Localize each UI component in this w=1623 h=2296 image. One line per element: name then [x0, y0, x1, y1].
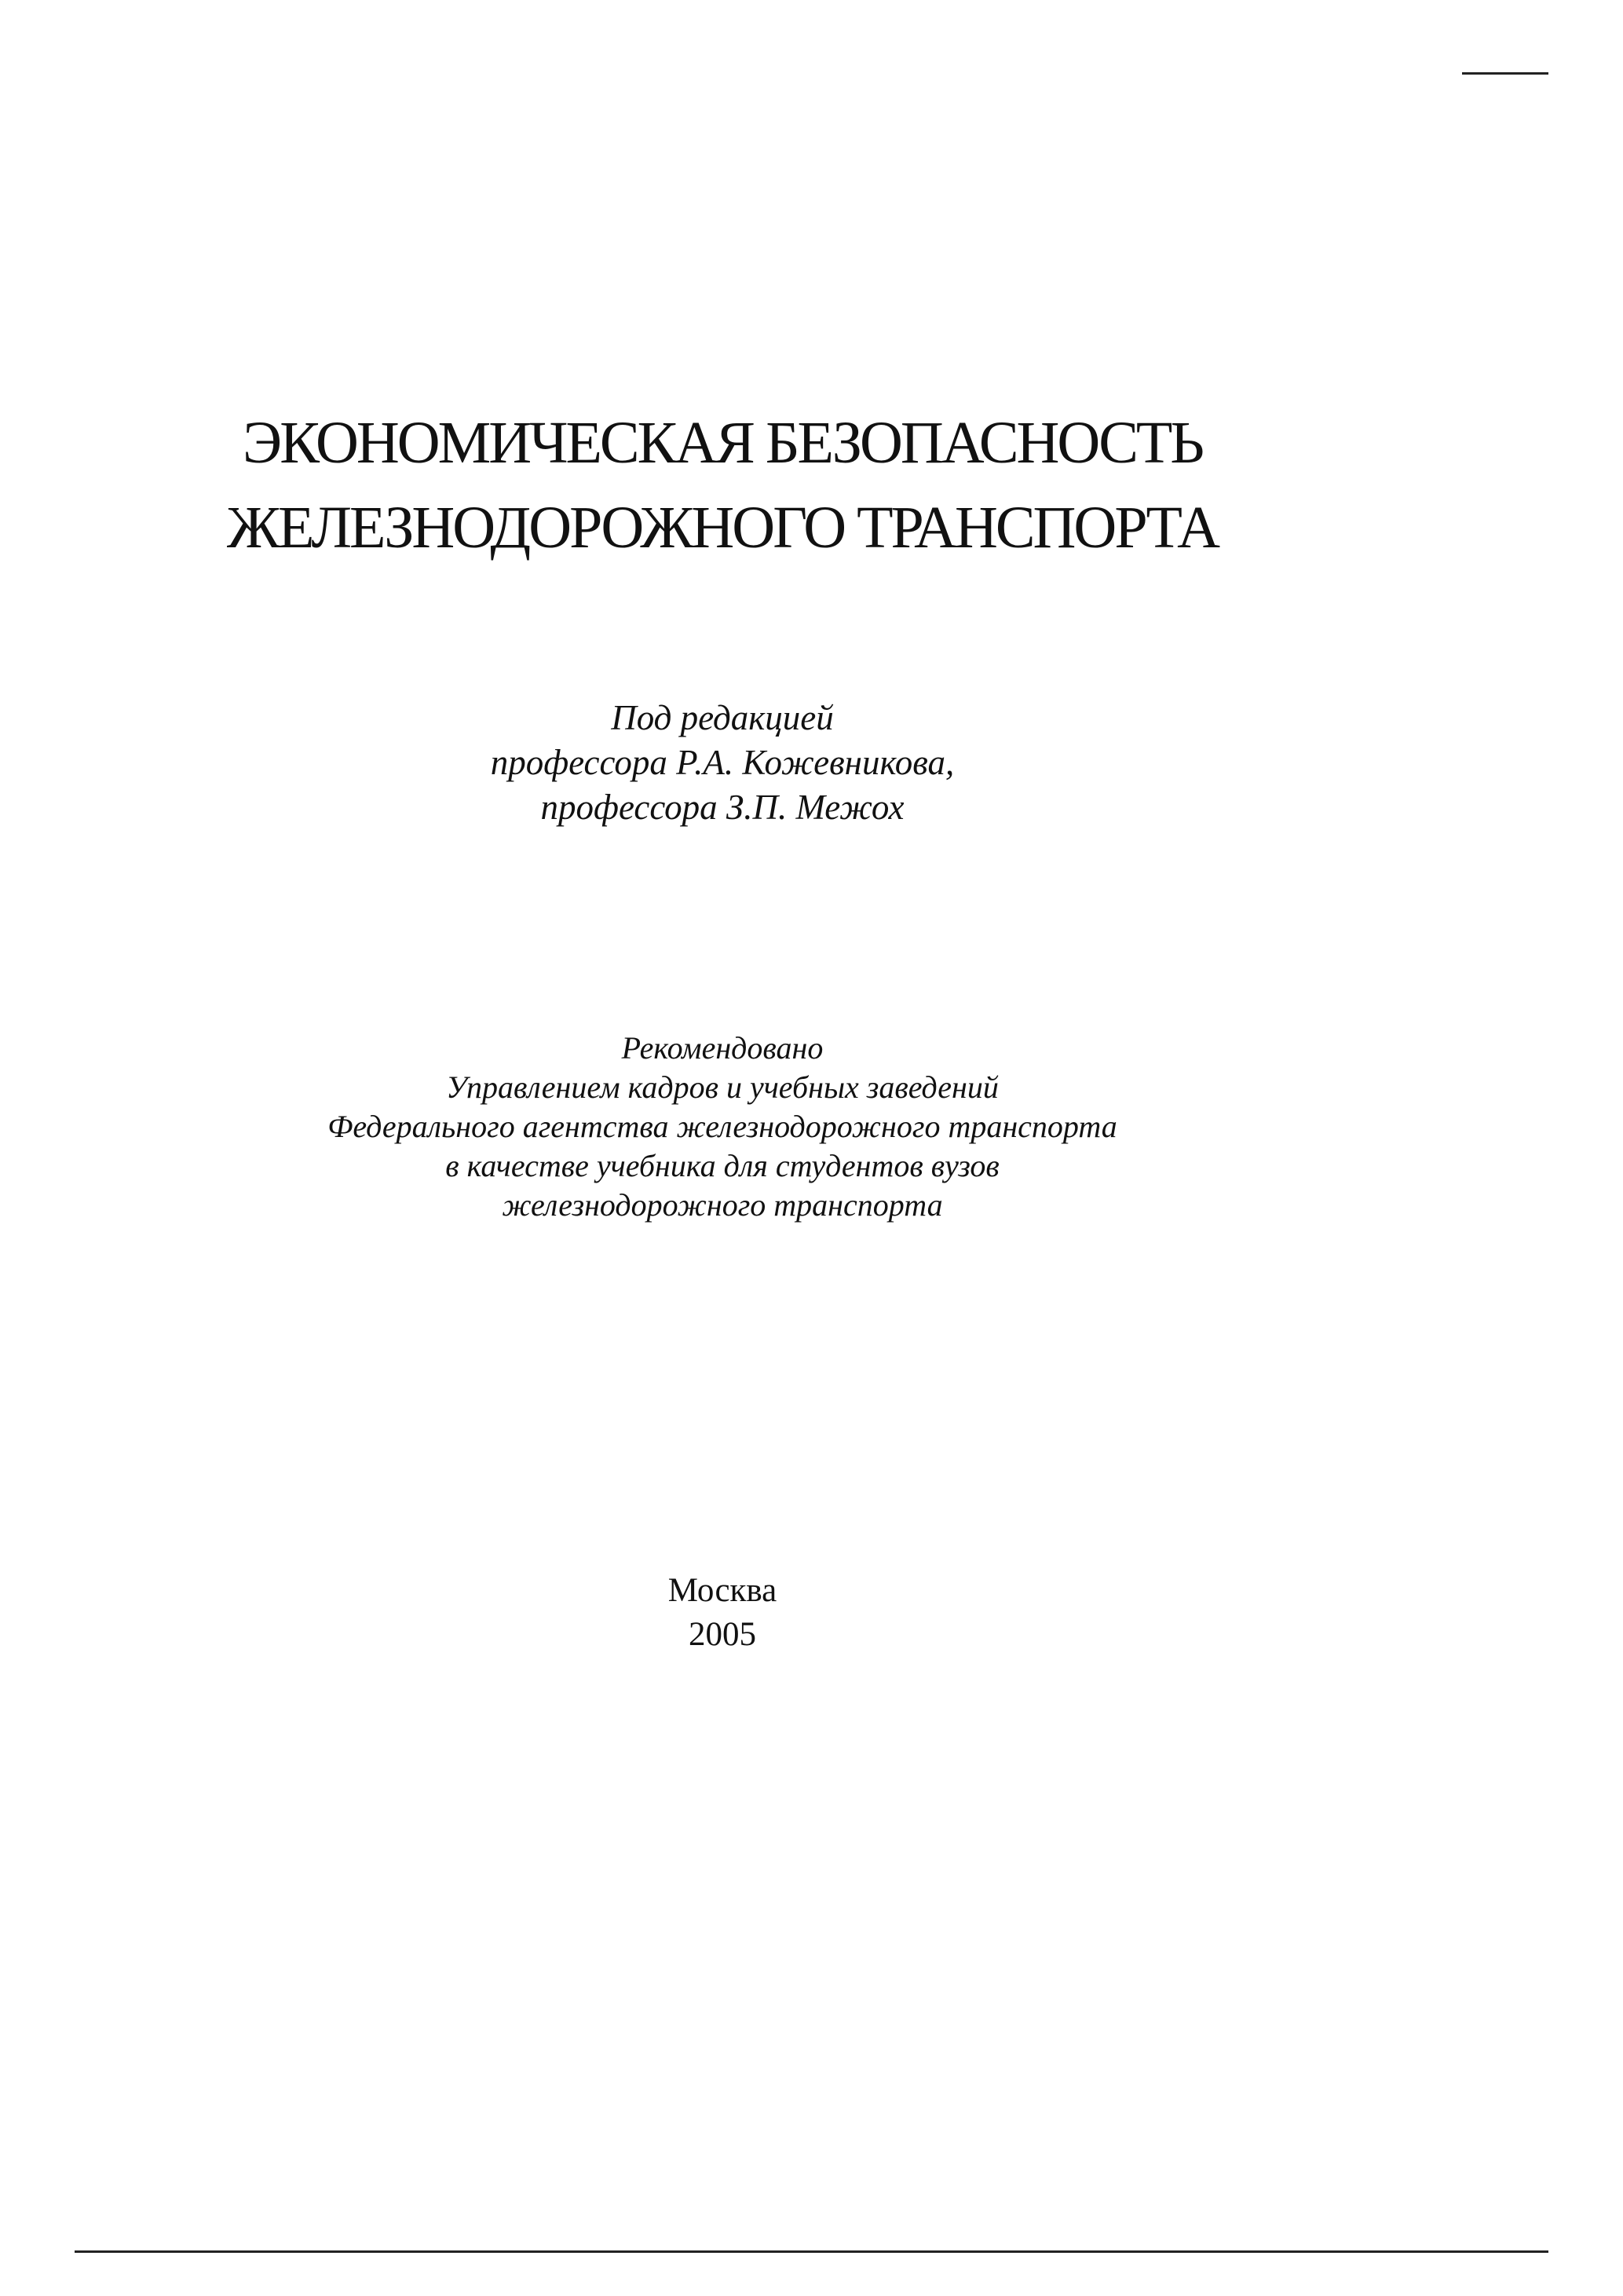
editors-line: профессора З.П. Межох [540, 788, 905, 827]
recommendation-line: Управлением кадров и учебных заведений [446, 1069, 999, 1105]
title-line: ЖЕЛЕЗНОДОРОЖНОГО ТРАНСПОРТА [226, 495, 1219, 561]
recommendation [0, 1029, 1445, 1225]
recommendation-line: в качестве учебника для студентов вузов [445, 1148, 1000, 1183]
imprint-city: Москва [667, 1572, 777, 1609]
recommendation-line: Федерального агентства железнодорожного транспорта [327, 1109, 1117, 1144]
editors-line: профессора Р.А. Кожевникова, [490, 743, 955, 782]
recommendation-line: Рекомендовано [621, 1030, 824, 1066]
editors [0, 696, 1445, 830]
imprint-year: 2005 [689, 1616, 756, 1653]
top-rule [1462, 72, 1548, 75]
bottom-rule [75, 2250, 1548, 2253]
imprint [0, 1569, 1445, 1657]
editors-line: Под редакцией [611, 698, 834, 737]
book-title [0, 400, 1445, 570]
title-line: ЭКОНОМИЧЕСКАЯ БЕЗОПАСНОСТЬ [243, 410, 1202, 476]
recommendation-line: железнодорожного транспорта [502, 1187, 943, 1223]
